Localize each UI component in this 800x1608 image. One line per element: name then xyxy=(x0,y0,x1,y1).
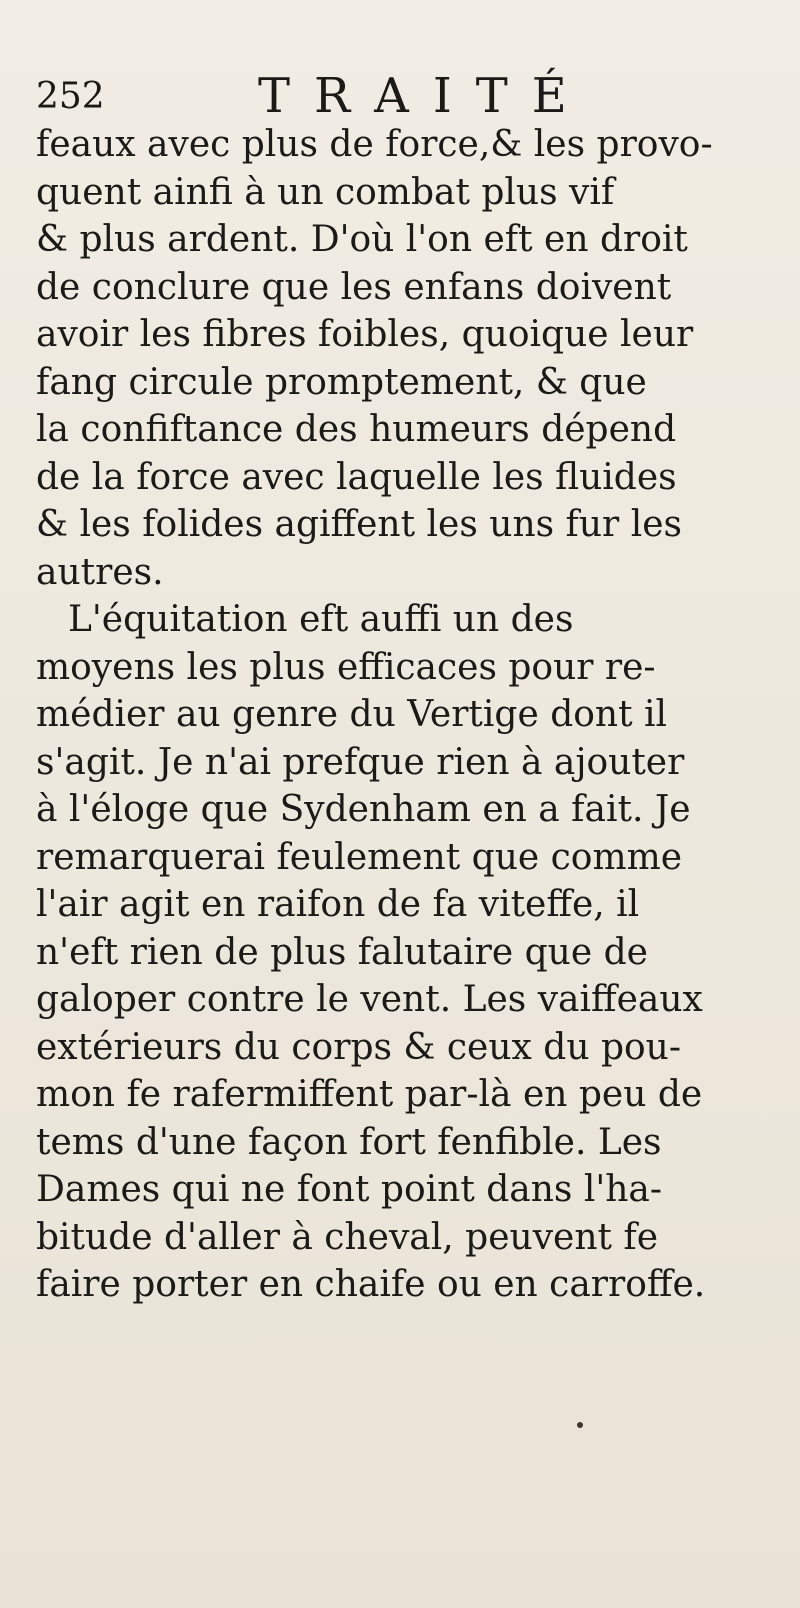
text-line: autres. xyxy=(36,551,164,593)
text-line: s'agit. Je n'ai prefque rien à ajouter xyxy=(36,741,685,783)
text-line: avoir les fibres foibles, quoique leur xyxy=(36,314,694,355)
text-line: Dames qui ne font point dans l'ha- xyxy=(36,1169,663,1210)
text-line: médier au genre du Vertige dont il xyxy=(36,694,668,735)
text-line: faire porter en chaife ou en carroffe. xyxy=(36,1264,706,1305)
text-line: bitude d'aller à cheval, peuvent fe xyxy=(36,1216,659,1258)
text-line: de la force avec laquelle les fluides xyxy=(36,456,677,498)
text-line: tems d'une façon fort fenfible. Les xyxy=(36,1121,662,1163)
body-text xyxy=(36,121,796,1309)
text-line: mon fe rafermiffent par-là en peu de xyxy=(36,1074,703,1115)
ink-dot xyxy=(577,1422,583,1428)
text-line: à l'éloge que Sydenham en a fait. Je xyxy=(36,789,691,830)
text-line: & les folides agiffent les uns fur les xyxy=(36,504,682,545)
text-line: galoper contre le vent. Les vaiffeaux xyxy=(36,979,703,1020)
page-header xyxy=(36,68,776,124)
paragraph-start-line: L'équitation eft auffi un des xyxy=(68,599,574,640)
text-line: quent ainfi à un combat plus vif xyxy=(36,171,615,213)
text-line: l'air agit en raifon de fa viteffe, il xyxy=(36,884,640,925)
text-line: & plus ardent. D'où l'on eft en droit xyxy=(36,219,688,260)
text-line: de conclure que les enfans doivent xyxy=(36,266,672,308)
page-number: 252 xyxy=(36,76,105,117)
text-line: remarquerai feulement que comme xyxy=(36,836,683,878)
running-title: TRAITÉ xyxy=(258,68,591,124)
text-line: fang circule promptement, & que xyxy=(36,361,647,403)
text-line: extérieurs du corps & ceux du pou- xyxy=(36,1026,682,1068)
text-line: moyens les plus efficaces pour re- xyxy=(36,646,656,688)
text-line: n'eft rien de plus falutaire que de xyxy=(36,931,648,973)
text-line: la confiftance des humeurs dépend xyxy=(36,409,677,450)
text-line: feaux avec plus de force,& les provo- xyxy=(36,124,713,165)
